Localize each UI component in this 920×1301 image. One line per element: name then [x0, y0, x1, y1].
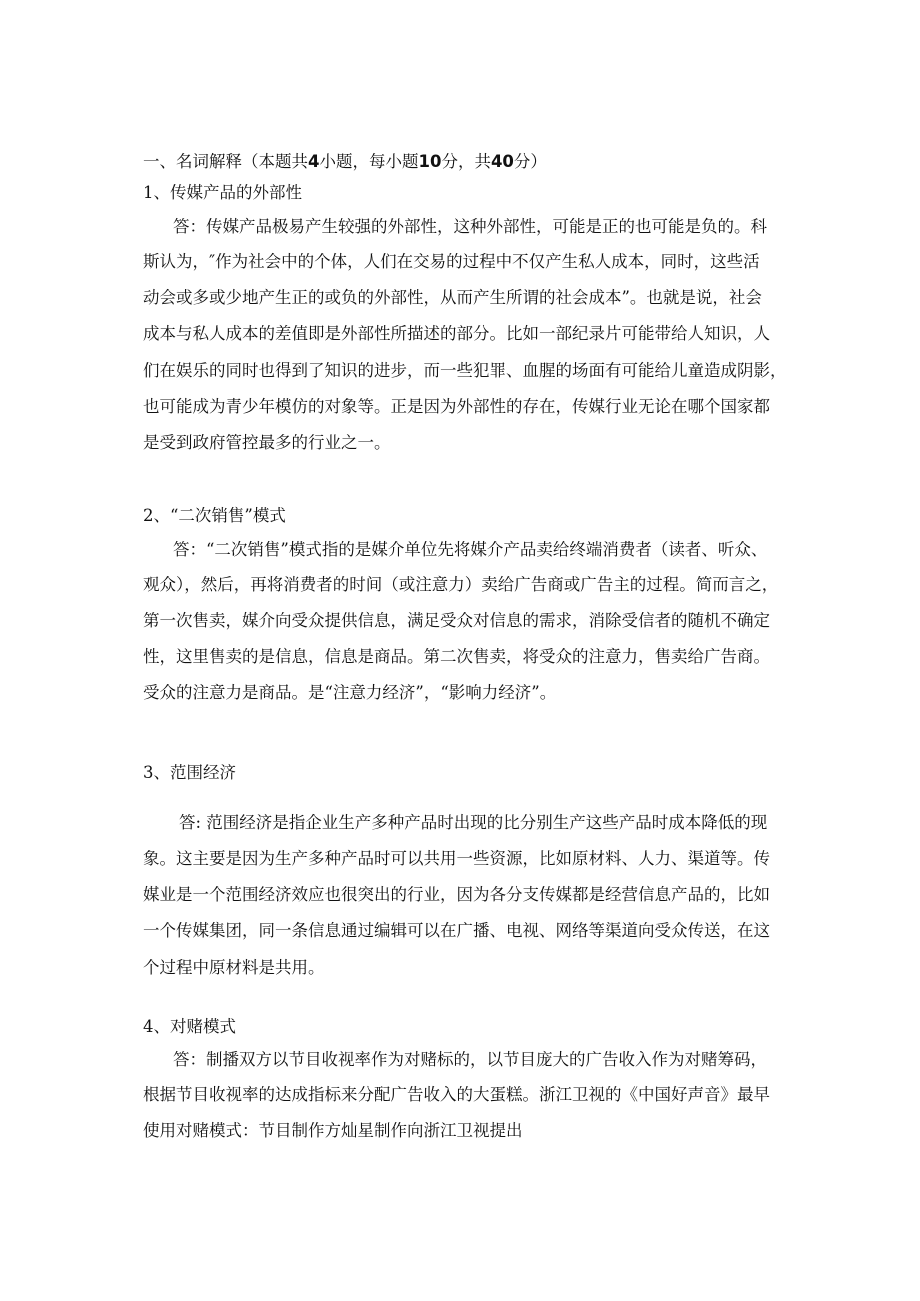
question-title: 2、“二次销售”模式 — [143, 506, 286, 525]
answer-line: 根据节目收视率的达成指标来分配广告收入的大蛋糕。浙江卫视的《中国好声音》最早 — [143, 1085, 770, 1104]
answer-line: 斯认为，″作为社会中的个体，人们在交易的过程中不仅产生私人成本，同时，这些活 — [143, 252, 760, 271]
answer-line: 是受到政府管控最多的行业之一。 — [143, 433, 391, 452]
answer-line: 答：“二次销售”模式指的是媒介单位先将媒介产品卖给终端消费者（读者、听众、 — [173, 540, 768, 559]
section-heading — [143, 151, 547, 173]
answer-line: 一个传媒集团，同一条信息通过编辑可以在广播、电视、网络等渠道向受众传送，在这 — [143, 921, 770, 940]
answer-line: 也可能成为青少年模仿的对象等。正是因为外部性的存在，传媒行业无论在哪个国家都 — [143, 397, 770, 416]
answer-line: 使用对赌模式：节目制作方灿星制作向浙江卫视提出 — [143, 1121, 523, 1140]
points-each: 10 — [418, 152, 442, 171]
question-title: 4、对赌模式 — [143, 1017, 236, 1036]
answer-line: 观众），然后，再将消费者的时间（或注意力）卖给广告商或广告主的过程。简而言之， — [143, 575, 779, 594]
heading-text: 小题，每小题 — [319, 152, 419, 171]
answer-line: 动会或多或少地产生正的或负的外部性，从而产生所谓的社会成本”。也就是说，社会 — [143, 288, 762, 307]
question-count: 4 — [308, 152, 320, 171]
question-title: 1、传媒产品的外部性 — [143, 183, 302, 202]
heading-text: 分，共 — [441, 152, 491, 171]
answer-line: 答：制播双方以节目收视率作为对赌标的，以节目庞大的广告收入作为对赌筹码， — [173, 1050, 767, 1069]
answer-line: 成本与私人成本的差值即是外部性所描述的部分。比如一部纪录片可能带给人知识，人 — [143, 324, 770, 343]
answer-line: 个过程中原材料是共用。 — [143, 958, 325, 977]
answer-line: 象。这主要是因为生产多种产品时可以共用一些资源，比如原材料、人力、渠道等。传 — [143, 849, 770, 868]
answer-line: 答：传媒产品极易产生较强的外部性，这种外部性，可能是正的也可能是负的。科 — [173, 217, 767, 236]
answer-line: 第一次售卖，媒介向受众提供信息，满足受众对信息的需求，消除受信者的随机不确定 — [143, 611, 770, 630]
points-total: 40 — [490, 152, 514, 171]
answer-line: 媒业是一个范围经济效应也很突出的行业，因为各分支传媒都是经营信息产品的，比如 — [143, 885, 770, 904]
answer-line: 性，这里售卖的是信息，信息是商品。第二次售卖，将受众的注意力，售卖给广告商。 — [143, 647, 770, 666]
question-title: 3、范围经济 — [143, 763, 236, 782]
heading-text: 一、名词解释（本题共 — [143, 152, 308, 171]
heading-text: 分） — [513, 152, 547, 171]
answer-line: 答: 范围经济是指企业生产多种产品时出现的比分别生产这些产品时成本降低的现 — [179, 813, 768, 832]
answer-line: 们在娱乐的同时也得到了知识的进步，而一些犯罪、血腥的场面有可能给儿童造成阴影， — [143, 361, 787, 380]
answer-line: 受众的注意力是商品。是“注意力经济”，“影响力经济”。 — [143, 683, 557, 702]
